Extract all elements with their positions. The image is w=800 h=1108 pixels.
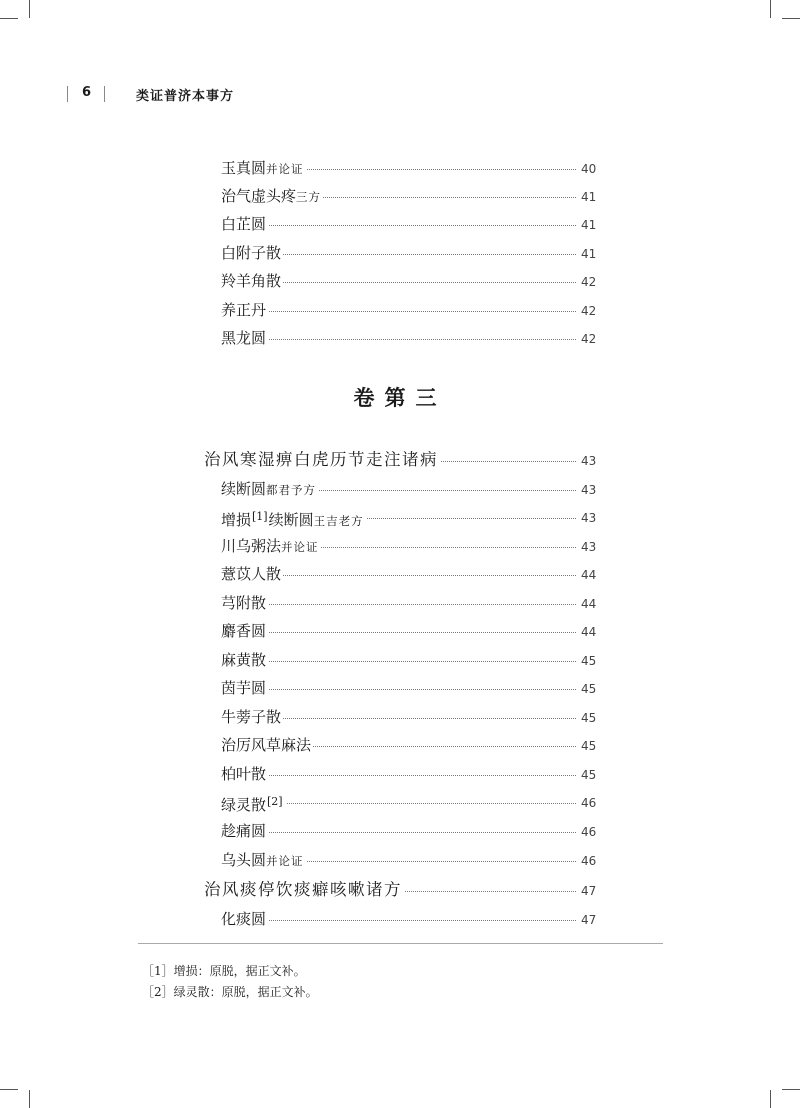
toc-entry[interactable] [0,650,800,674]
footnote: ［2］绿灵散：原脱，据正文补。 [142,985,318,999]
toc-entry-title: 趁痛圆 [221,822,267,840]
toc-section-title: 治风痰停饮痰癖咳嗽诸方 [204,880,402,899]
toc-entry[interactable] [0,821,800,845]
toc-entry-note: 王吉老方 [313,514,364,528]
running-head-divider [104,86,105,102]
toc-section-heading[interactable] [0,450,800,474]
toc-section-title: 治风寒湿痹白虎历节走注诸病 [204,450,438,469]
toc-entry-page: 46 [581,825,597,839]
leader-dots [221,832,576,833]
toc-entry[interactable] [0,707,800,731]
toc-entry-page: 45 [581,768,597,782]
crop-mark [0,1089,18,1090]
toc-entry[interactable] [0,158,800,182]
toc-entry-page: 44 [581,597,597,611]
toc-entry-page: 47 [581,884,597,898]
leader-dots [221,775,576,776]
toc-entry-page: 47 [581,913,597,927]
toc-entry-title: 白芷圆 [221,215,267,233]
toc-entry[interactable] [0,328,800,352]
leader-dots [221,604,576,605]
toc-entry-note: 并论证 [281,540,319,554]
toc-entry-page: 42 [581,332,597,346]
leader-dots [221,920,576,921]
toc-section-heading[interactable] [0,880,800,904]
toc-entry-page: 44 [581,568,597,582]
toc-entry-title: 化痰圆 [221,910,267,928]
toc-entry-title: 羚羊角散 [221,272,282,290]
leader-dots [221,689,576,690]
toc-entry-page: 40 [581,162,597,176]
toc-entry[interactable] [0,621,800,645]
leader-dots [221,311,576,312]
toc-entry[interactable] [0,214,800,238]
toc-entry-title: 治厉风草麻法 [221,736,312,754]
toc-entry[interactable] [0,300,800,324]
toc-entry[interactable] [0,909,800,933]
toc-entry-title: 麝香圆 [221,622,267,640]
toc-entry-title: 薏苡人散 [221,565,282,583]
footnote-ref[interactable]: [1] [252,510,268,523]
toc-entry[interactable] [0,764,800,788]
toc-entry-page: 43 [581,540,597,554]
footnote: ［1］增损：原脱，据正文补。 [142,964,306,978]
crop-mark [782,18,800,19]
toc-entry[interactable] [0,593,800,617]
leader-dots [221,661,576,662]
footnote-rule [138,943,663,944]
toc-entry-note: 并论证 [266,162,304,176]
toc-entry-page: 42 [581,275,597,289]
toc-entry-page: 46 [581,854,597,868]
toc-entry-title: 牛蒡子散 [221,708,282,726]
toc-entry[interactable] [0,186,800,210]
toc-entry-note: 都君予方 [266,483,317,497]
toc-entry-page: 41 [581,247,597,261]
toc-entry-title: 白附子散 [221,244,282,262]
toc-entry-page: 45 [581,654,597,668]
crop-mark [29,0,30,18]
leader-dots [221,339,576,340]
toc-entry-page: 44 [581,625,597,639]
toc-entry[interactable] [0,850,800,874]
toc-entry-title: 芎附散 [221,594,267,612]
toc-entry-title: 黑龙圆 [221,329,267,347]
toc-entry-title: 川乌粥法并论证 [221,537,319,555]
toc-entry-title: 柏叶散 [221,765,267,783]
toc-entry[interactable] [0,507,800,531]
toc-entry-title: 养正丹 [221,301,267,319]
toc-entry-title: 增损[1]续断圆王吉老方 [221,507,366,531]
toc-entry[interactable] [0,678,800,702]
toc-entry-title: 麻黄散 [221,651,267,669]
toc-entry-page: 43 [581,511,597,525]
toc-entry[interactable] [0,243,800,267]
toc-entry-title: 绿灵散[2] [221,792,286,815]
toc-entry-page: 45 [581,682,597,696]
footnote-ref[interactable]: [2] [267,795,283,808]
toc-entry-title: 茵芋圆 [221,679,267,697]
toc-entry-note: 并论证 [266,854,304,868]
running-head [60,84,360,104]
crop-mark [770,0,771,18]
page-number: 6 [82,85,92,100]
toc-entry[interactable] [0,536,800,560]
toc-entry[interactable] [0,479,800,503]
toc-entry-title: 乌头圆并论证 [221,851,304,869]
toc-entry[interactable] [0,792,800,816]
toc-entry-title: 玉真圆并论证 [221,159,304,177]
toc-entry-note: 三方 [296,190,322,204]
toc-entry-title: 续断圆都君予方 [221,480,317,498]
toc-entry-page: 43 [581,483,597,497]
crop-mark [782,1089,800,1090]
toc-entry-page: 46 [581,796,597,810]
toc-entry-title: 治气虚头疼三方 [221,187,322,205]
toc-entry-page: 43 [581,454,597,468]
toc-entry-page: 41 [581,218,597,232]
toc-entry[interactable] [0,564,800,588]
volume-heading: 卷第三 [353,386,447,410]
toc-entry[interactable] [0,735,800,759]
book-title: 类证普济本事方 [136,89,235,104]
leader-dots [221,632,576,633]
running-head-divider [67,86,68,102]
toc-entry-page: 41 [581,190,597,204]
crop-mark [0,18,18,19]
toc-entry-page: 45 [581,739,597,753]
toc-entry-page: 42 [581,304,597,318]
toc-entry[interactable] [0,271,800,295]
crop-mark [770,1090,771,1108]
crop-mark [29,1090,30,1108]
toc-entry-page: 45 [581,711,597,725]
leader-dots [221,225,576,226]
